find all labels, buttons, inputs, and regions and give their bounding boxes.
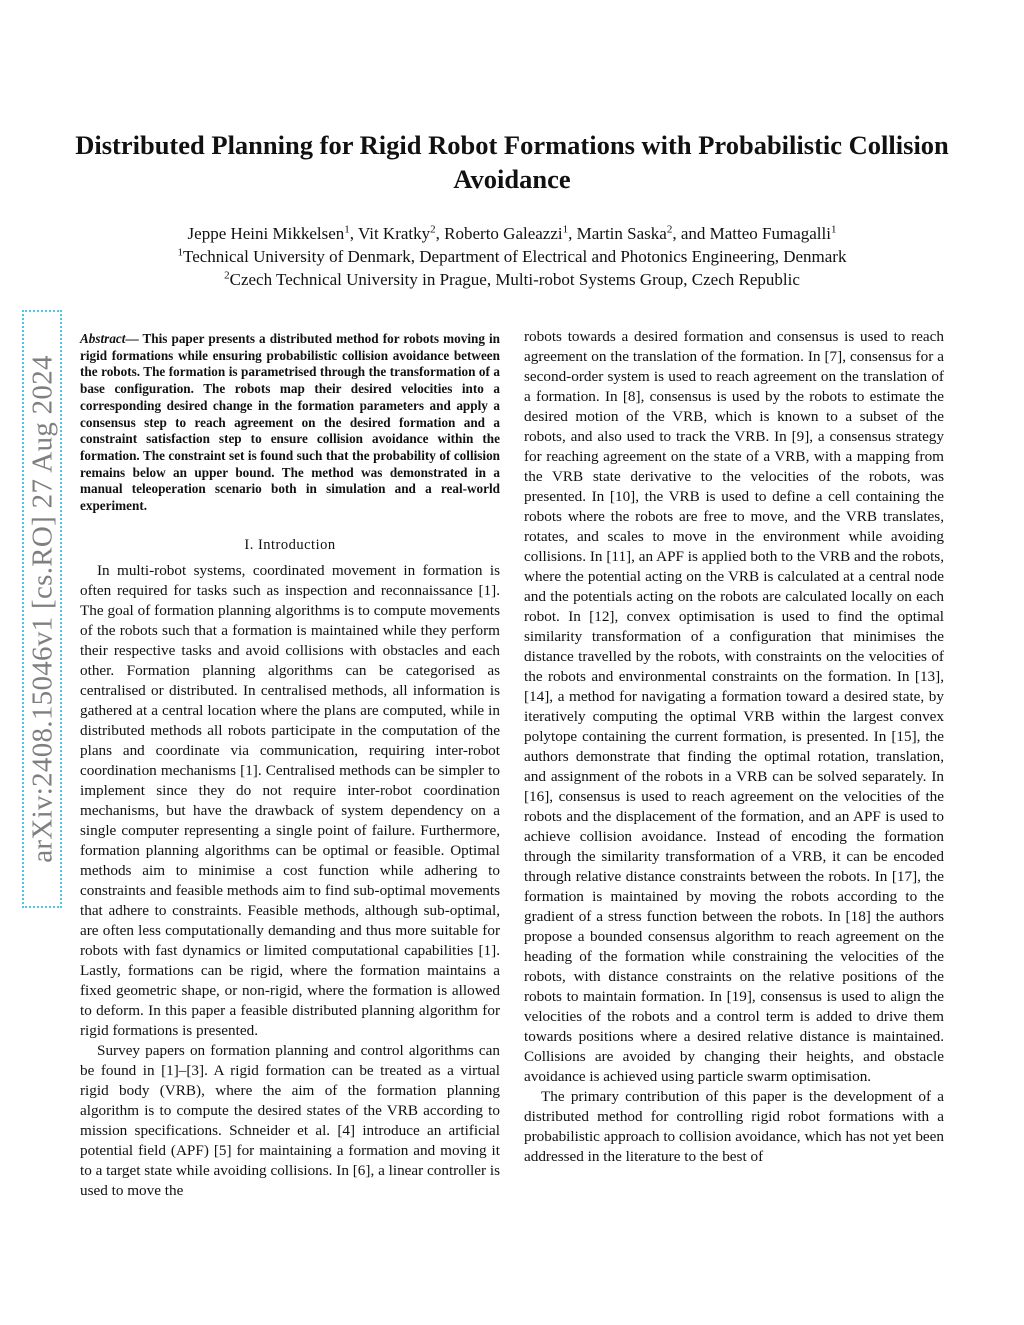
author-name: Roberto Galeazzi	[444, 224, 563, 243]
affiliation-mark: 1	[177, 246, 183, 259]
author-name: Matteo Fumagalli	[709, 224, 831, 243]
section-heading: I. Introduction	[244, 536, 336, 553]
affiliation-line	[60, 245, 964, 268]
arxiv-identifier: arXiv:2408.15046v1 [cs.RO] 27 Aug 2024	[26, 355, 59, 863]
author-name: Martin Saska	[576, 224, 667, 243]
author-name: Vit Kratky	[357, 224, 431, 243]
right-column	[524, 327, 944, 1167]
affiliation-mark: 1	[830, 223, 837, 236]
abstract: Abstract— This paper presents a distributed method for robots moving in rigid formations while ensuring probabilistic collision avoidance between the robots. The formation is parametrised through the transformation of a base configuration. The robots map their desired velocities into a corresponding desired change in the formation parameters and apply a consensus step to reach agreement on the desired formation and a constraint satisfaction step to ensure collision avoidance within the formation. The constraint set is found such that the probability of collision remains below an upper bound. The method was demonstrated in a manual teleoperation scenario both in simulation and a real-world experiment.	[80, 331, 500, 514]
affiliation-mark: 2	[666, 223, 673, 236]
intro-paragraph: In multi-robot systems, coordinated movement in formation is often required for tasks such as inspection and reconnaissance [1]. The goal of formation planning algorithms is to compute movements of the robots such that a formation is maintained while they perform their respective tasks and avoid collisions with obstacles and each other. Formation planning algorithms can be categorised as centralised or distributed. In centralised methods, all information is gathered at a central location where the plans are computed, while in distributed methods all robots participate in the computation of the plans and coordinate via communication, requiring inter-robot coordination mechanisms [1]. Centralised methods can be simpler to implement since they do not require inter-robot coordination mechanisms, but have the drawback of system dependency on a single computer representing a single point of failure. Furthermore, formation planning algorithms can be optimal or feasible. Optimal methods aim to minimise a cost function while adhering to constraints and feasible methods aim to find sub-optimal movements that adhere to constraints. Feasible methods, although sub-optimal, are often less computationally demanding and thus more suitable for robots with fast dynamics or limited computational capabilities [1]. Lastly, formations can be rigid, where the formation maintains a fixed geometric shape, or non-rigid, where the formation is allowed to deform. In this paper a feasible distributed planning algorithm for rigid formations is presented.	[80, 561, 500, 1039]
affiliation-mark: 1	[562, 223, 569, 236]
abstract-text: This paper presents a distributed method for robots moving in rigid formations while ensuring probabilistic collision avoidance between the robots. The formation is parametrised through the transformation of a base configuration. The robots map their desired velocities into a corresponding desired change in the formation parameters and apply a consensus step to reach agreement on the desired formation and a constraint satisfaction step to ensure collision avoidance within the formation. The constraint set is found such that the probability of collision remains below an upper bound. The method was demonstrated in a manual teleoperation scenario both in simulation and a real-world experiment.	[80, 331, 500, 514]
affiliation-mark: 2	[430, 223, 436, 236]
left-column	[80, 331, 500, 1201]
affiliation-text: Technical University of Denmark, Department of Electrical and Photonics Engineering, Denmark	[183, 247, 847, 266]
author-list: Jeppe Heini Mikkelsen$^1$, Vit Kratky$^2$, Roberto Galeazzi$^1$, Martin Saska$^2$, and Matteo Fumagalli$^1$	[187, 223, 837, 243]
body-paragraph: The primary contribution of this paper is the development of a distributed method for controlling rigid robot formations with a probabilistic approach to collision avoidance, which has not yet been addressed in the literature to the best of	[524, 1088, 944, 1165]
abstract-label: Abstract	[80, 331, 126, 346]
intro-paragraph: Survey papers on formation planning and control algorithms can be found in [1]–[3]. A rigid formation can be treated as a virtual rigid body (VRB), where the aim of the formation planning algorithm is to compute the desired states of the VRB according to mission specifications. Schneider et al. [4] introduce an artificial potential field (APF) [5] for maintaining a formation and moving it to a target state while avoiding collisions. In [6], a linear controller is used to move the	[80, 1041, 500, 1199]
affiliation-mark: 1	[344, 223, 350, 236]
author-name: Jeppe Heini Mikkelsen	[187, 224, 345, 243]
affiliation-text: Czech Technical University in Prague, Multi-robot Systems Group, Czech Republic	[229, 270, 800, 289]
affiliation-line	[60, 268, 964, 291]
paper-title: Distributed Planning for Rigid Robot Formations with Probabilistic Collision Avoidance	[75, 130, 949, 194]
body-paragraph: robots towards a desired formation and consensus is used to reach agreement on the translation of the formation. In [7], consensus for a second-order system is used to reach agreement on the translation of a formation. In [8], consensus is used by the robots to estimate the desired motion of the VRB, which is known to a subset of the robots, and also used to track the VRB. In [9], a consensus strategy for reaching agreement on the state of a VRB, with a mapping from the VRB state derivative to the velocities of the robots, was presented. In [10], the VRB is used to define a cell containing the robots where the robots are free to move, and the VRB translates, rotates, and scales to move in the environment while avoiding collisions. In [11], an APF is applied both to the VRB and the robots, where the potential acting on the VRB is calculated at a central node and the potentials acting on the robots are calculated locally on each robot. In [12], convex optimisation is used to find the optimal similarity transformation of a configuration that minimises the distance travelled by the robots, with constraints on the velocities of the robots and environmental constraints on the formation. In [13], [14], a method for navigating a formation toward a desired state, by iteratively computing the optimal VRB within the largest convex polytope containing the current formation, is presented. In [15], the authors demonstrate that finding the optimal rotation, translation, and assignment of the robots in a VRB can be solved separately. In [16], consensus is used to reach agreement on the velocities of the robots and the displacement of the formation, and an APF is used to achieve collision avoidance. Instead of encoding the formation through the similarity transformation of a VRB, it can be encoded through relative distance constraints between the robots. In [17], the formation is maintained by moving the robots according to the gradient of a stress function between the robots. In [18] the authors propose a bounded consensus algorithm to reach agreement on the heading of the formation while constraining the velocities of the robots, with distance constraints on the relative positions of the robots to maintain formation. In [19], consensus is used to align the velocities of the robots and a control term is added to drive them towards positions where a desired relative distance is maintained. Collisions are avoided by changing their heights, and obstacle avoidance is achieved using particle swarm optimisation.	[524, 328, 944, 1085]
affiliation-mark: 2	[224, 269, 230, 282]
author-block	[60, 222, 964, 291]
